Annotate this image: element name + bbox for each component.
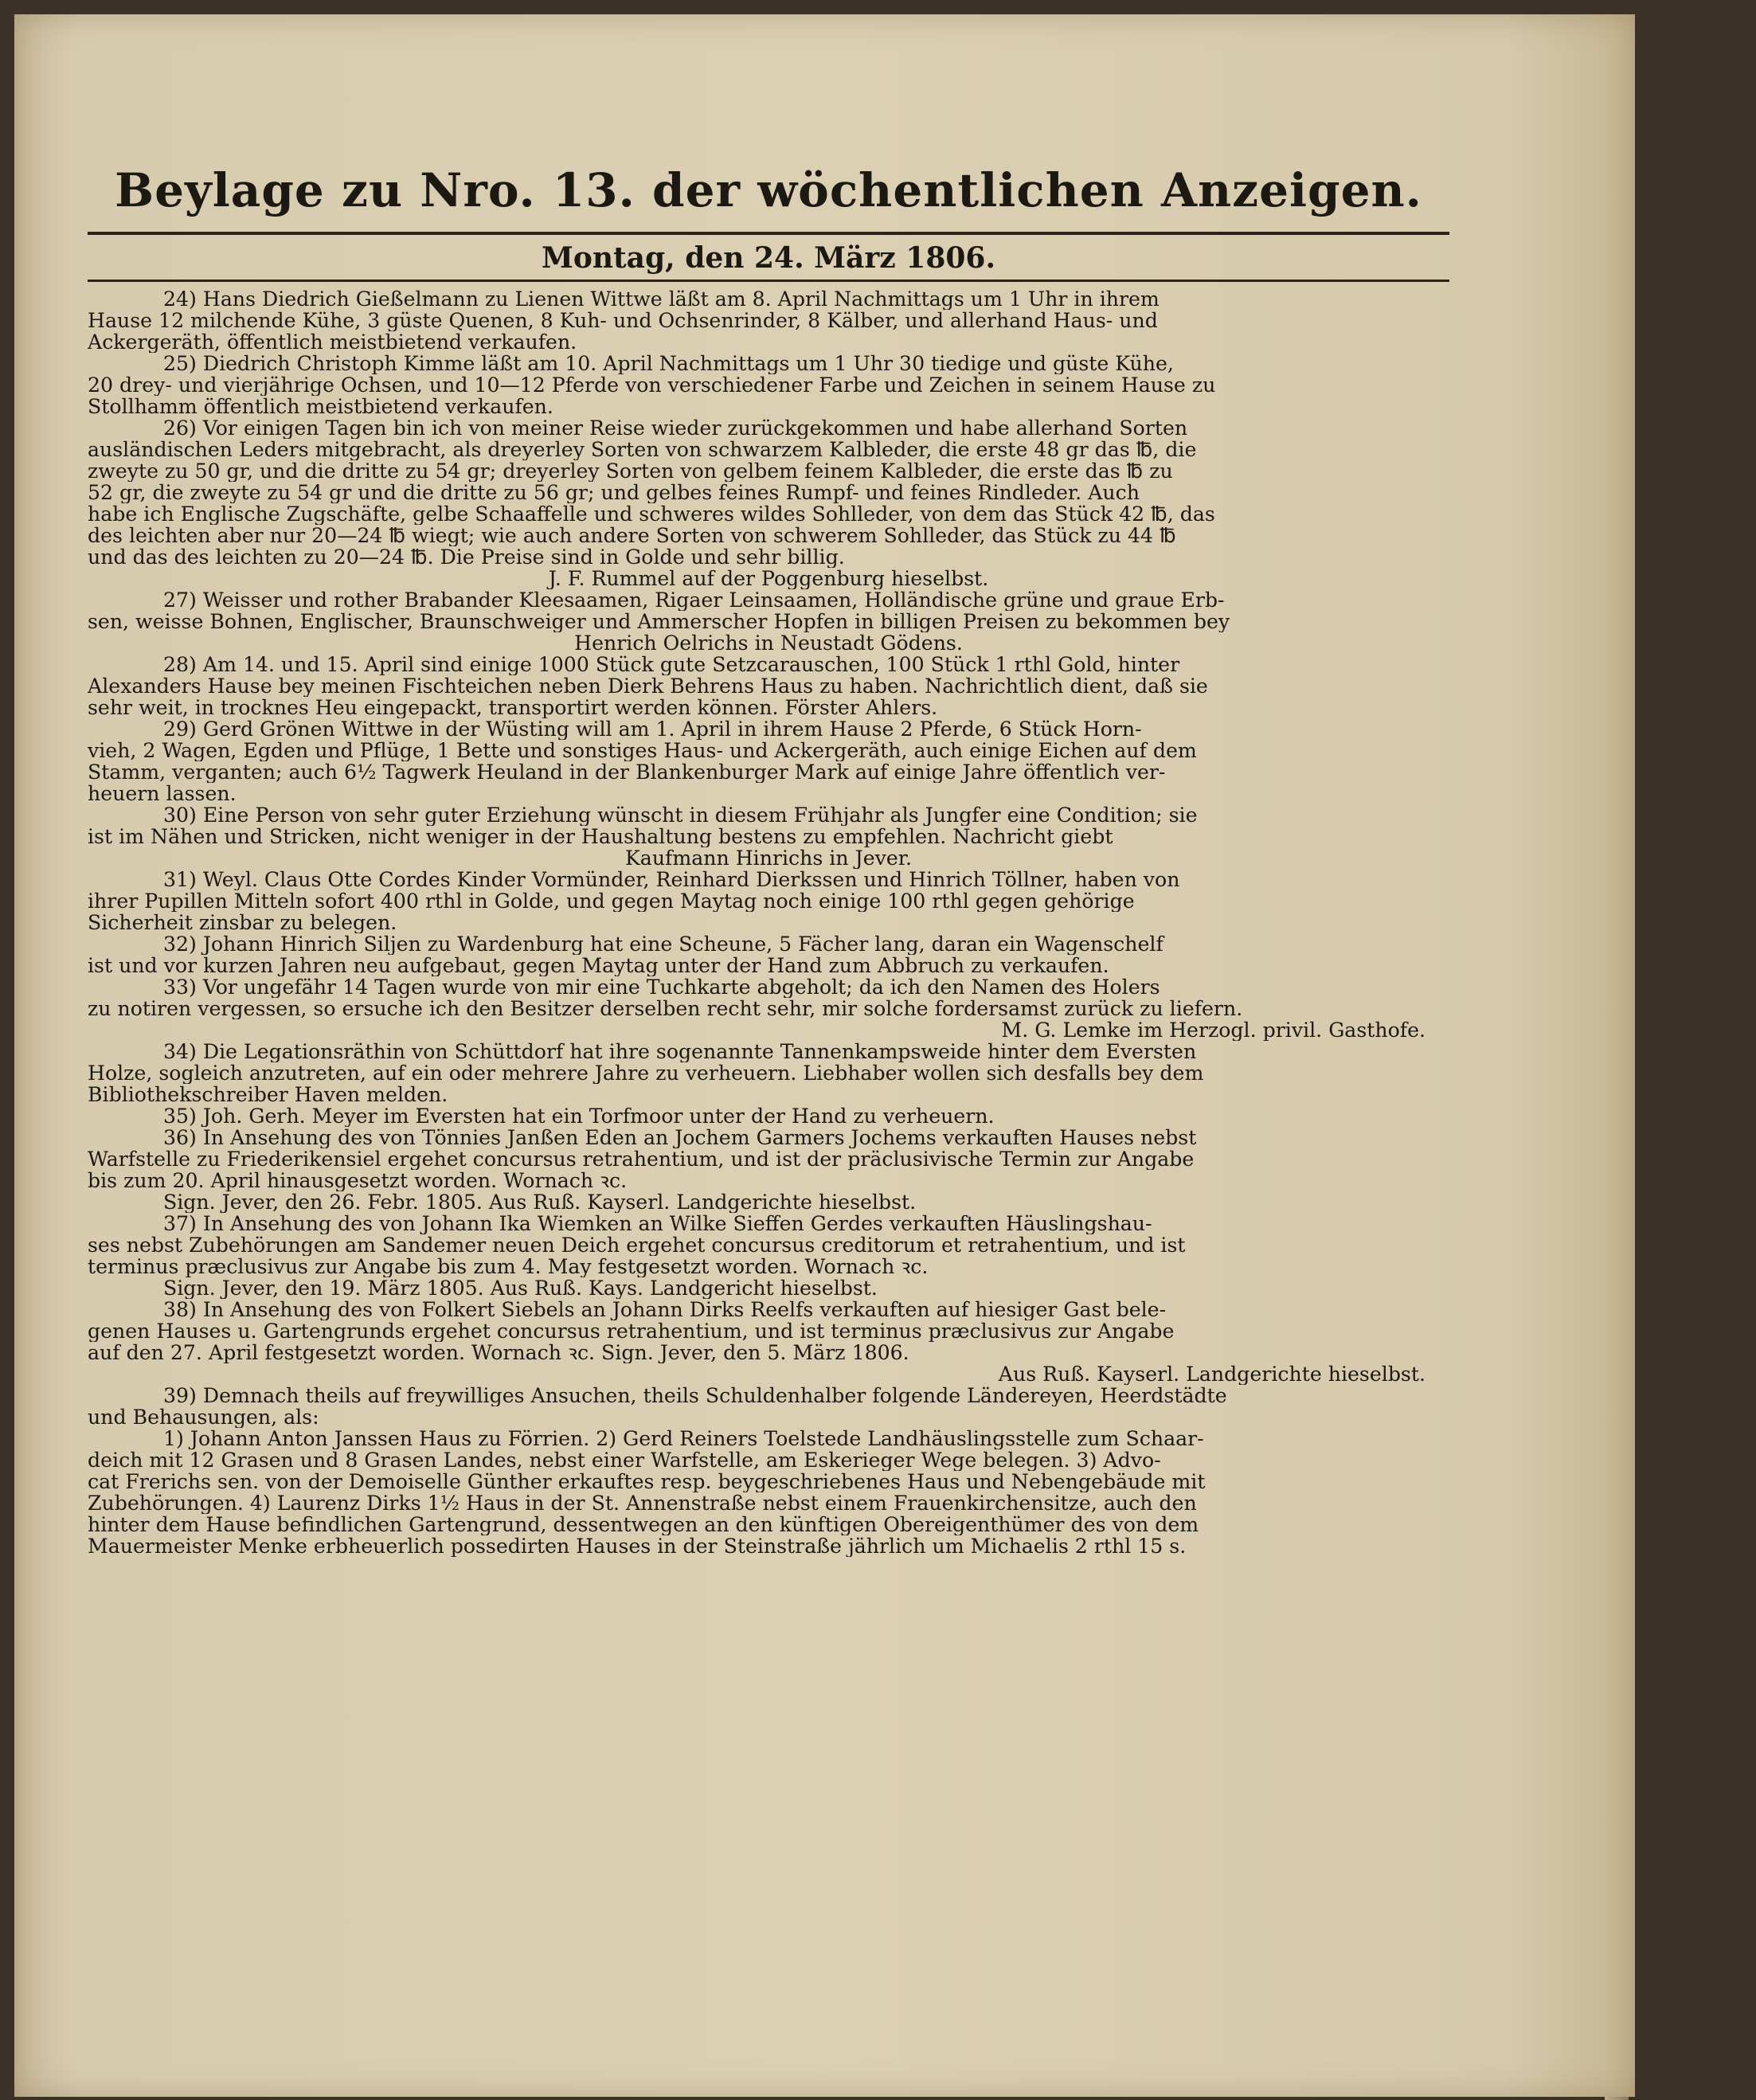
- text-line: 33) Vor ungefähr 14 Tagen wurde von mir eine Tuchkarte abgeholt; da ich den Namen des Holers: [163, 976, 1160, 998]
- text-line: sen, weisse Bohnen, Englischer, Braunschweiger und Ammerscher Hopfen in billigen Preisen zu bekommen bey: [88, 611, 1230, 632]
- masthead-rule: [88, 232, 1449, 235]
- text-line: Sign. Jever, den 26. Febr. 1805. Aus Ruß. Kayserl. Landgerichte hieselbst.: [163, 1191, 917, 1213]
- text-line: und Behausungen, als:: [88, 1406, 319, 1428]
- text-line: 26) Vor einigen Tagen bin ich von meiner Reise wieder zurückgekommen und habe allerhand Sorten: [163, 417, 1188, 439]
- text-line: cat Frerichs sen. von der Demoiselle Günther erkauftes resp. beygeschriebenes Haus und Nebengebäude mit: [88, 1471, 1206, 1492]
- text-line: hinter dem Hause befindlichen Gartengrund, dessentwegen an den künftigen Obereigenthümer des von dem: [88, 1514, 1199, 1535]
- text-line: Stollhamm öffentlich meistbietend verkaufen.: [88, 396, 553, 417]
- text-line: 52 gr, die zweyte zu 54 gr und die dritte zu 56 gr; und gelbes feines Rumpf- und feines Rindleder. Auch: [88, 482, 1140, 503]
- text-line: auf den 27. April festgesetzt worden. Wornach ꝛc. Sign. Jever, den 5. März 1806.: [88, 1342, 909, 1363]
- text-line: Sign. Jever, den 19. März 1805. Aus Ruß. Kays. Landgericht hieselbst.: [163, 1277, 878, 1299]
- text-line: terminus præclusivus zur Angabe bis zum 4. May festgesetzt worden. Wornach ꝛc.: [88, 1256, 929, 1277]
- dateline: Montag, den 24. März 1806.: [541, 241, 996, 275]
- text-line: ist im Nähen und Stricken, nicht weniger in der Haushaltung bestens zu empfehlen. Nachricht giebt: [88, 826, 1113, 847]
- text-line: Henrich Oelrichs in Neustadt Gödens.: [574, 632, 963, 654]
- text-line: Sicherheit zinsbar zu belegen.: [88, 912, 397, 933]
- dateline-rule: [88, 280, 1449, 282]
- text-line: Hause 12 milchende Kühe, 3 güste Quenen, 8 Kuh- und Ochsenrinder, 8 Kälber, und allerhand Haus- und: [88, 310, 1158, 331]
- text-line: zweyte zu 50 gr, und die dritte zu 54 gr; dreyerley Sorten von gelbem feinem Kalbleder, die erste das ℔ zu: [88, 460, 1173, 482]
- text-line: sehr weit, in trocknes Heu eingepackt, transportirt werden können. Förster Ahlers.: [88, 697, 938, 718]
- text-line: 25) Diedrich Christoph Kimme läßt am 10. April Nachmittags um 1 Uhr 30 tiedige und güste Kühe,: [163, 353, 1174, 374]
- text-line: heuern lassen.: [88, 783, 237, 804]
- text-line: 36) In Ansehung des von Tönnies Janßen Eden an Jochem Garmers Jochems verkauften Hauses nebst: [163, 1127, 1197, 1148]
- text-line: deich mit 12 Grasen und 8 Grasen Landes, nebst einer Warfstelle, am Eskerieger Wege belegen. 3) Advo-: [88, 1449, 1161, 1471]
- text-line: Aus Ruß. Kayserl. Landgerichte hieselbst.: [998, 1363, 1426, 1385]
- text-line: und das des leichten zu 20—24 ℔. Die Preise sind in Golde und sehr billig.: [88, 546, 845, 568]
- text-line: M. G. Lemke im Herzogl. privil. Gasthofe.: [1001, 1019, 1426, 1041]
- text-line: Kaufmann Hinrichs in Jever.: [624, 847, 913, 869]
- text-line: des leichten aber nur 20—24 ℔ wiegt; wie auch andere Sorten von schwerem Sohlleder, das Stück zu 44 ℔: [88, 525, 1176, 546]
- text-line: ausländischen Leders mitgebracht, als dreyerley Sorten von schwarzem Kalbleder, die erste 48 gr das ℔, die: [88, 439, 1197, 460]
- text-line: Holze, sogleich anzutreten, auf ein oder mehrere Jahre zu verheuern. Liebhaber wollen sich desfalls bey dem: [88, 1062, 1204, 1084]
- text-line: bis zum 20. April hinausgesetzt worden. Wornach ꝛc.: [88, 1170, 628, 1191]
- page-content: [88, 143, 1449, 1557]
- text-line: ist und vor kurzen Jahren neu aufgebaut, gegen Maytag unter der Hand zum Abbruch zu verkaufen.: [88, 955, 1109, 976]
- text-line: Stamm, verganten; auch 6½ Tagwerk Heuland in der Blankenburger Mark auf einige Jahre öffentlich ver-: [88, 761, 1166, 783]
- announcement-text: [88, 288, 1449, 1557]
- text-line: 39) Demnach theils auf freywilliges Ansuchen, theils Schuldenhalber folgende Ländereyen, Heerdstädte: [163, 1385, 1227, 1406]
- text-line: 28) Am 14. und 15. April sind einige 1000 Stück gute Setzcarauschen, 100 Stück 1 rthl Gold, hinter: [163, 654, 1180, 675]
- text-line: 37) In Ansehung des von Johann Ika Wiemken an Wilke Sieffen Gerdes verkauften Häuslingshau-: [163, 1213, 1152, 1234]
- text-line: habe ich Englische Zugschäfte, gelbe Schaaffelle und schweres wildes Sohlleder, von dem das Stück 42 ℔, das: [88, 503, 1215, 525]
- text-line: Warfstelle zu Friederikensiel ergehet concursus retrahentium, und ist der präclusivische Termin zur Angabe: [88, 1148, 1195, 1170]
- text-line: zu notiren vergessen, so ersuche ich den Besitzer derselben recht sehr, mir solche fordersamst zurück zu liefern.: [88, 998, 1243, 1019]
- text-line: 38) In Ansehung des von Folkert Siebels an Johann Dirks Reelfs verkauften auf hiesiger Gast bele-: [163, 1299, 1167, 1320]
- text-line: 24) Hans Diedrich Gießelmann zu Lienen Wittwe läßt am 8. April Nachmittags um 1 Uhr in ihrem: [163, 288, 1160, 310]
- text-line: J. F. Rummel auf der Poggenburg hieselbst.: [548, 568, 989, 589]
- text-line: ses nebst Zubehörungen am Sandemer neuen Deich ergehet concursus creditorum et retrahentium, und ist: [88, 1234, 1186, 1256]
- masthead-title: Beylage zu Nro. 13. der wöchentlichen Anzeigen.: [115, 163, 1422, 217]
- text-line: Bibliothekschreiber Haven melden.: [88, 1084, 448, 1105]
- text-line: 29) Gerd Grönen Wittwe in der Wüsting will am 1. April in ihrem Hause 2 Pferde, 6 Stück Horn-: [163, 718, 1142, 740]
- text-line: 32) Johann Hinrich Siljen zu Wardenburg hat eine Scheune, 5 Fächer lang, daran ein Wagenschelf: [163, 933, 1163, 955]
- text-line: Ackergeräth, öffentlich meistbietend verkaufen.: [88, 331, 577, 353]
- text-line: 34) Die Legationsräthin von Schüttdorf hat ihre sogenannte Tannenkampsweide hinter dem Eversten: [163, 1041, 1197, 1062]
- text-line: 1) Johann Anton Janssen Haus zu Förrien. 2) Gerd Reiners Toelstede Landhäuslingsstelle zum Schaar-: [163, 1428, 1204, 1449]
- text-line: 31) Weyl. Claus Otte Cordes Kinder Vormünder, Reinhard Dierkssen und Hinrich Töllner, haben von: [163, 869, 1180, 890]
- text-line: 27) Weisser und rother Brabander Kleesaamen, Rigaer Leinsaamen, Holländische grüne und graue Erb-: [163, 589, 1225, 611]
- text-line: Mauermeister Menke erbheuerlich possedirten Hauses in der Steinstraße jährlich um Michaelis 2 rthl 15 s.: [88, 1535, 1187, 1557]
- text-line: 30) Eine Person von sehr guter Erziehung wünscht in diesem Frühjahr als Jungfer eine Condition; sie: [163, 804, 1198, 826]
- text-line: ihrer Pupillen Mitteln sofort 400 rthl in Golde, und gegen Maytag noch einige 100 rthl gegen gehörige: [88, 890, 1135, 912]
- text-line: 20 drey- und vierjährige Ochsen, und 10—12 Pferde von verschiedener Farbe und Zeichen in seinem Hause zu: [88, 374, 1216, 396]
- text-line: vieh, 2 Wagen, Egden und Pflüge, 1 Bette und sonstiges Haus- und Ackergeräth, auch einige Eichen auf dem: [88, 740, 1197, 761]
- text-line: genen Hauses u. Gartengrunds ergehet concursus retrahentium, und ist terminus præclusivus zur Angabe: [88, 1320, 1175, 1342]
- text-line: 35) Joh. Gerh. Meyer im Eversten hat ein Torfmoor unter der Hand zu verheuern.: [163, 1105, 995, 1127]
- text-line: Zubehörungen. 4) Laurenz Dirks 1½ Haus in der St. Annenstraße nebst einem Frauenkirchensitze, auch den: [88, 1492, 1197, 1514]
- text-line: Alexanders Hause bey meinen Fischteichen neben Dierk Behrens Haus zu haben. Nachrichtlich dient, daß sie: [88, 675, 1208, 697]
